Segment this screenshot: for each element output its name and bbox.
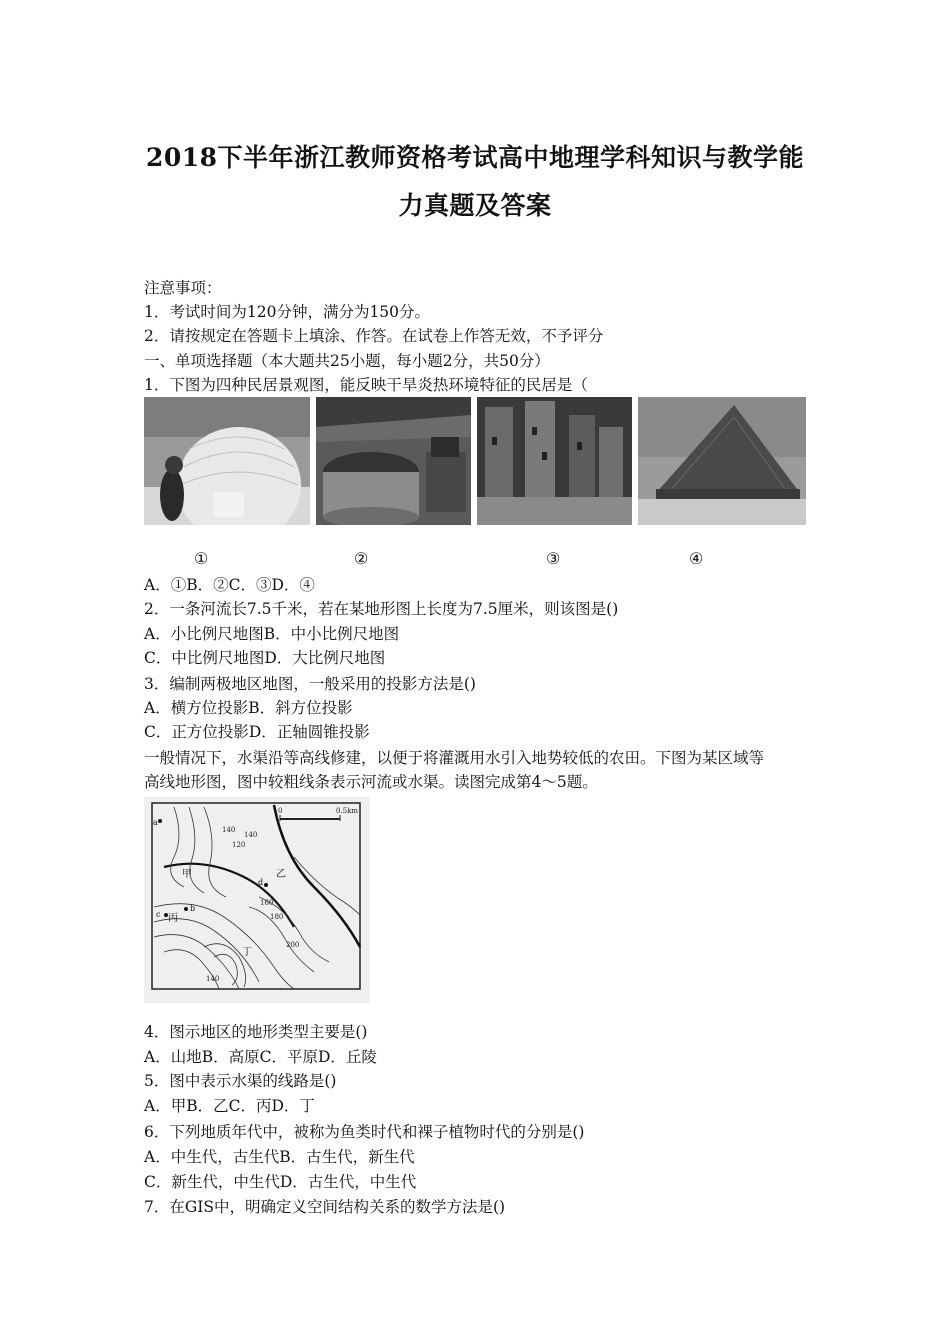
contour-label-1: 140 — [222, 826, 236, 834]
passage-line2: 高线地形图，图中较粗线条表示河流或水渠。读图完成第4～5题。 — [144, 773, 598, 791]
question-4-options: A．山地B．高原C．平原D．丘陵 — [144, 1048, 377, 1066]
question-1-stem: 1．下图为四种民居景观图，能反映干旱炎热环境特征的民居是（ — [144, 376, 588, 394]
notes-heading: 注意事项： — [144, 279, 222, 297]
question-2-stem: 2．一条河流长7.5千米，若在某地形图上长度为7.5厘米，则该图是() — [144, 600, 619, 618]
document-title-line2: 力真题及答案 — [398, 191, 552, 220]
route-label-jia: 甲 — [182, 869, 192, 880]
thatched-hut-photo — [638, 397, 806, 525]
igloo-photo — [144, 397, 310, 525]
passage-line1: 一般情况下，水渠沿等高线修建，以便于将灌溉用水引入地势较低的农田。下图为某区域等 — [144, 749, 765, 767]
contour-label-5: 180 — [270, 913, 284, 921]
point-label-c: c — [156, 910, 161, 919]
contour-label-3: 140 — [244, 831, 258, 839]
question-3-options-line1: A．横方位投影B．斜方位投影 — [144, 699, 353, 717]
question-6-options-line1: A．中生代，古生代B．古生代，新生代 — [144, 1148, 415, 1166]
point-label-b: b — [190, 904, 196, 913]
question-4-stem: 4．图示地区的地形类型主要是() — [144, 1023, 368, 1041]
question-1-options: A．①B．②C．③D．④ — [144, 576, 315, 594]
photo-label-2: ② — [354, 549, 369, 568]
photo-label-3: ③ — [546, 549, 561, 568]
contour-label-2: 120 — [232, 841, 246, 849]
contour-label-6: 200 — [286, 941, 300, 949]
notes-item-2: 2．请按规定在答题卡上填涂、作答。在试卷上作答无效，不予评分 — [144, 327, 604, 345]
question-5-options: A．甲B．乙C．丙D．丁 — [144, 1097, 315, 1115]
question-2-options-line1: A．小比例尺地图B．中小比例尺地图 — [144, 625, 400, 643]
contour-map — [144, 797, 370, 1003]
photo-labels — [0, 549, 950, 573]
question-3-options-line2: C．正方位投影D．正轴圆锥投影 — [144, 723, 370, 741]
notes-item-1: 1．考试时间为120分钟，满分为150分。 — [144, 303, 431, 321]
photo-label-1: ① — [194, 549, 209, 568]
route-label-yi: 乙 — [276, 869, 286, 880]
stone-tower-photo — [477, 397, 632, 525]
question-6-stem: 6．下列地质年代中，被称为鱼类时代和裸子植物时代的分别是() — [144, 1123, 585, 1141]
point-label-a: a — [153, 818, 158, 827]
route-label-ding: 丁 — [242, 947, 252, 958]
tulou-photo — [316, 397, 471, 525]
contour-label-7: 140 — [206, 975, 220, 983]
point-label-d: d — [258, 878, 264, 887]
scale-left-label: 0 — [278, 807, 283, 815]
question-7-stem: 7．在GIS中，明确定义空间结构关系的数学方法是() — [144, 1198, 506, 1216]
question-3-stem: 3．编制两极地区地图，一般采用的投影方法是() — [144, 675, 476, 693]
route-label-bing: 丙 — [168, 913, 178, 924]
dwelling-photos — [144, 397, 806, 525]
question-6-options-line2: C．新生代，中生代D．古生代，中生代 — [144, 1173, 417, 1191]
scale-right-label: 0.5km — [336, 807, 359, 815]
question-2-options-line2: C．中比例尺地图D．大比例尺地图 — [144, 649, 386, 667]
photo-label-4: ④ — [689, 549, 704, 568]
contour-label-4: 160 — [260, 899, 274, 907]
document-title-line1: 2018下半年浙江教师资格考试高中地理学科知识与教学能 — [145, 143, 805, 172]
section-heading: 一、单项选择题（本大题共25小题，每小题2分，共50分） — [144, 352, 550, 370]
question-5-stem: 5．图中表示水渠的线路是() — [144, 1072, 337, 1090]
